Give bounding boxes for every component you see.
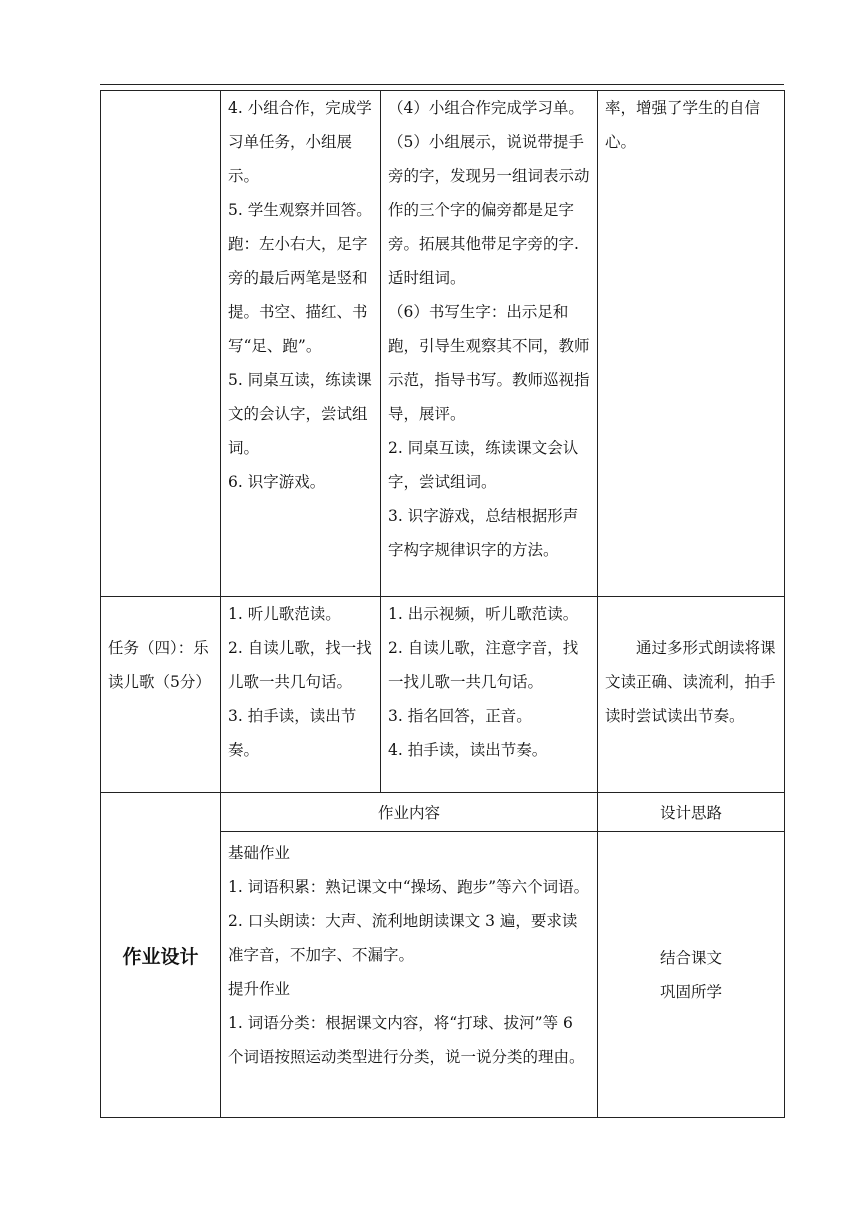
design-thought-line: 结合课文 [659, 948, 722, 967]
student-activity-line: 1. 听儿歌范读。 [228, 605, 341, 623]
teacher-activity-line: 3. 识字游戏，总结根据形声字构字规律识字的方法。 [388, 507, 579, 559]
task-cell-empty [101, 91, 221, 597]
student-activity-cell [221, 91, 381, 597]
student-activity-line: 5. 学生观察并回答。跑：左小右大，足字旁的最后两笔是竖和提。书空、描红、书写“足、跑”。 [228, 201, 372, 355]
design-intent-cell [598, 91, 785, 597]
homework-line: 1. 词语积累：熟记课文中“操场、跑步”等六个词语。 [228, 878, 590, 896]
task-label: 任务（四）：乐读儿歌（5分） [108, 639, 211, 691]
teacher-activity-line: 2. 自读儿歌，注意字音，找一找儿歌一共几句话。 [388, 639, 579, 691]
teacher-activity-cell [381, 91, 598, 597]
teacher-activity-line: （4）小组合作完成学习单。 [388, 99, 584, 117]
teacher-activity-line: 4. 拍手读，读出节奏。 [388, 741, 548, 759]
homework-line: 基础作业 [228, 844, 291, 862]
task-label-cell [101, 597, 221, 793]
teacher-activity-line: 1. 出示视频，听儿歌范读。 [388, 605, 579, 623]
student-activity-line: 2. 自读儿歌，找一找儿歌一共几句话。 [228, 639, 372, 691]
design-thought-cell [598, 832, 785, 1118]
homework-line: 2. 口头朗读：大声、流利地朗读课文 3 遍，要求读准字音，不加字、不漏字。 [228, 912, 578, 964]
homework-title: 作业设计 [101, 793, 221, 1118]
design-intent-text: 通过多形式朗读将课文读正确、读流利，拍手读时尝试读出节奏。 [605, 639, 776, 725]
table-row-task4 [101, 597, 785, 793]
teacher-activity-line: （5）小组展示，说说带提手旁的字，发现另一组词表示动作的三个字的偏旁都是足字旁。拓展其他带足字旁的字.适时组词。 [388, 133, 590, 287]
design-intent-cell [598, 597, 785, 793]
homework-content-cell [221, 832, 598, 1118]
design-thought-line: 巩固所学 [659, 982, 722, 1001]
student-activity-line: 6. 识字游戏。 [228, 473, 326, 491]
homework-line: 提升作业 [228, 980, 291, 998]
teacher-activity-line: 3. 指名回答，正音。 [388, 707, 532, 725]
design-intent-text: 率，增强了学生的自信心。 [605, 99, 761, 151]
homework-line: 1. 词语分类：根据课文内容，将“打球、拔河”等 6 个词语按照运动类型进行分类，说一说分类的理由。 [228, 1014, 585, 1066]
design-thought-header: 设计思路 [598, 793, 785, 832]
teacher-activity-line: 2. 同桌互读，练读课文会认字，尝试组词。 [388, 439, 579, 491]
table-row-homework-header [101, 793, 785, 832]
table-row-continued [101, 91, 785, 597]
teacher-activity-cell [381, 597, 598, 793]
homework-content-header: 作业内容 [221, 793, 598, 832]
student-activity-line: 5. 同桌互读，练读课文的会认字，尝试组词。 [228, 371, 372, 457]
student-activity-line: 4. 小组合作，完成学习单任务，小组展示。 [228, 99, 372, 185]
header-rule [100, 84, 784, 85]
teacher-activity-line: （6）书写生字：出示足和跑，引导生观察其不同，教师示范，指导书写。教师巡视指导，展评。 [388, 303, 590, 423]
student-activity-line: 3. 拍手读，读出节奏。 [228, 707, 357, 759]
lesson-plan-table [100, 90, 785, 1118]
student-activity-cell [221, 597, 381, 793]
